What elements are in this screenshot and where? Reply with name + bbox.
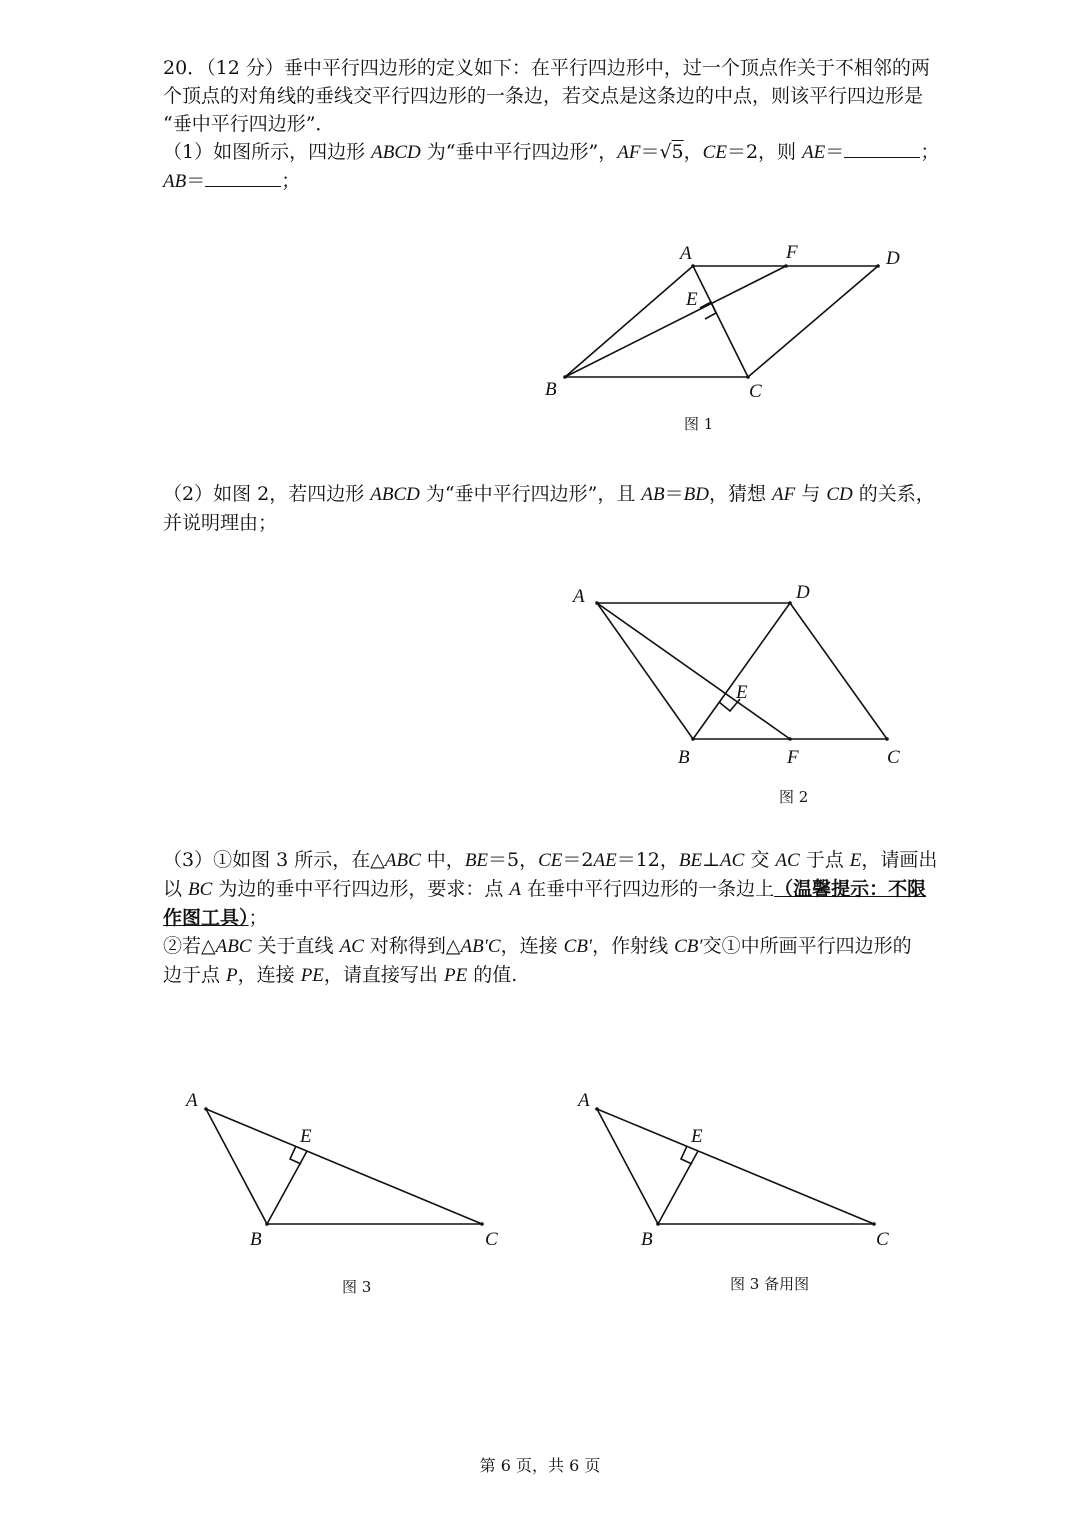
fig1-label-c: C: [749, 381, 762, 402]
intro-line-2: 个顶点的对角线的垂线交平行四边形的一条边，若交点是这条边的中点，则该平行四边形是: [163, 85, 924, 107]
figure-2-caption: 图 2: [779, 788, 809, 806]
part1-line-1: （1）如图所示，四边形 ABCD 为“垂中平行四边形”，AF＝√5，CE＝2，则 AE＝ ；: [163, 141, 940, 163]
fig1-label-f: F: [786, 242, 798, 263]
fig3b-label-c: C: [876, 1229, 889, 1250]
fig1-label-b: B: [545, 379, 557, 400]
fig1-label-a: A: [680, 243, 692, 264]
figure-3-caption: 图 3: [342, 1278, 372, 1296]
part3-line-5: 边于点 P，连接 PE，请直接写出 PE 的值.: [163, 964, 518, 986]
fig2-label-c: C: [887, 747, 900, 768]
fig3b-segment-be: [658, 1151, 698, 1224]
fig2-label-a: A: [573, 586, 585, 607]
part1-line-2: AB＝ ；: [163, 170, 301, 192]
part3-line-4: ②若△ABC 关于直线 AC 对称得到△AB′C，连接 CB′，作射线 CB′交①中所画平行四边形的: [163, 935, 912, 957]
fig3-label-a: A: [186, 1090, 198, 1111]
hint-text-end: 作图工具）: [163, 907, 249, 929]
fig3b-side-ab: [597, 1109, 658, 1224]
figure-3-backup-caption: 图 3 备用图: [730, 1275, 810, 1293]
fig3b-side-ac: [597, 1109, 874, 1224]
fig3-label-b: B: [250, 1229, 262, 1250]
fig3b-label-b: B: [641, 1229, 653, 1250]
part3-line-2: 以 BC 为边的垂中平行四边形，要求：点 A 在垂中平行四边形的一条边上（温馨提示：不限: [163, 878, 927, 900]
intro-line-3: “垂中平行四边形”．: [163, 113, 335, 135]
part2-line-1: （2）如图 2，若四边形 ABCD 为“垂中平行四边形”，且 AB＝BD，猜想 AF 与 CD 的关系，: [163, 483, 935, 505]
fig2-label-e: E: [736, 682, 748, 703]
fig2-label-f: F: [787, 747, 799, 768]
fig2-label-d: D: [796, 582, 810, 603]
fig3-label-c: C: [485, 1229, 498, 1250]
fig1-label-e: E: [686, 289, 698, 310]
fig2-label-b: B: [678, 747, 690, 768]
fig3b-label-a: A: [578, 1090, 590, 1111]
fig3-label-e: E: [300, 1126, 312, 1147]
hint-text: （温馨提示：不限: [774, 878, 927, 900]
intro-line-1: 20．（12 分）垂中平行四边形的定义如下：在平行四边形中，过一个顶点作关于不相邻的两: [163, 57, 930, 79]
part2-line-2: 并说明理由；: [163, 512, 278, 534]
page-footer: 第 6 页，共 6 页: [479, 1456, 601, 1475]
figure-1-caption: 图 1: [684, 415, 714, 433]
fig3b-right-angle-mark: [681, 1146, 692, 1164]
fig3b-label-e: E: [691, 1126, 703, 1147]
fig1-label-d: D: [886, 248, 900, 269]
part3-line-1: （3）①如图 3 所示，在△ABC 中，BE＝5，CE＝2AE＝12，BE⊥AC 交 AC 于点 E，请画出: [163, 849, 938, 871]
part3-line-3: 作图工具）；: [163, 907, 268, 929]
